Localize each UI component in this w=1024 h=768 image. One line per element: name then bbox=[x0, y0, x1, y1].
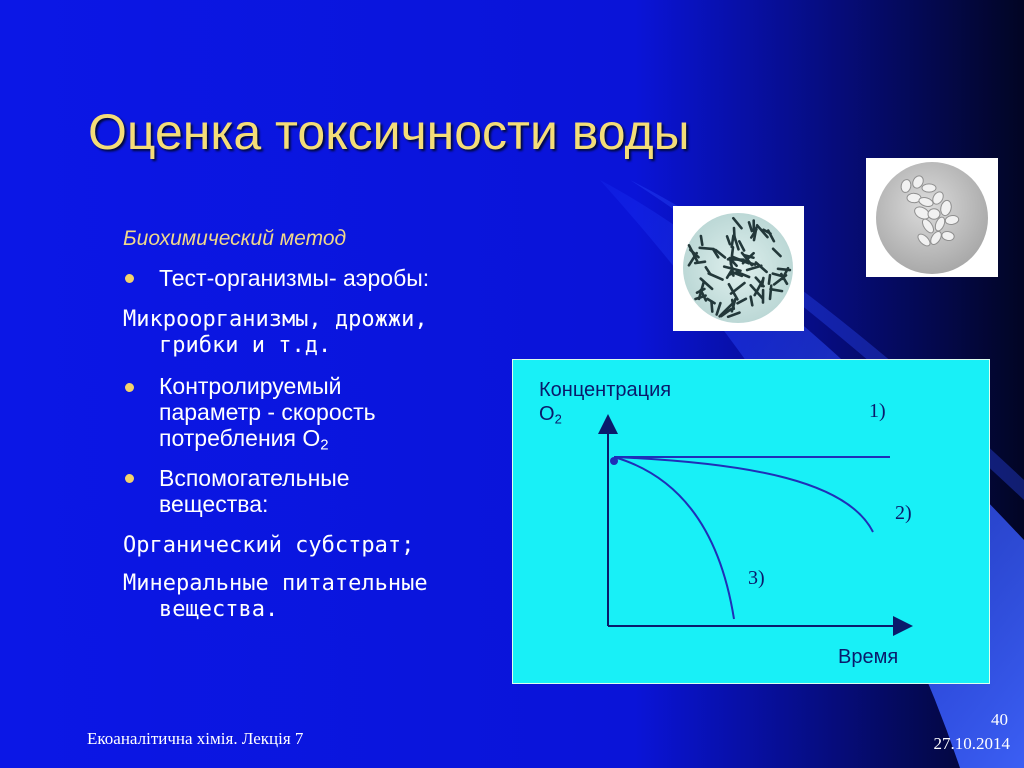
y-axis-label-line-2: $O_2$ bbox=[539, 403, 562, 427]
yeast-micrograph-photo bbox=[866, 158, 998, 277]
bullet-dot-icon bbox=[125, 274, 134, 283]
curve-3 bbox=[614, 457, 734, 619]
bullet-dot-icon bbox=[125, 474, 134, 483]
method-subtitle: Биохимический метод bbox=[123, 227, 347, 250]
mineral-nutrients-line-2: вещества. bbox=[159, 597, 279, 622]
microorganisms-line bbox=[123, 307, 428, 359]
footer-date: 27.10.2014 bbox=[933, 734, 1010, 753]
bacterium-rod bbox=[732, 236, 734, 247]
yeast-cell bbox=[928, 209, 940, 220]
mineral-nutrients-line-1: Минеральные питательные bbox=[123, 571, 428, 596]
bacterium-rod bbox=[778, 269, 790, 270]
yeast-cell bbox=[922, 184, 936, 192]
bullet-test-organisms: Тест-организмы- аэробы: bbox=[159, 265, 430, 291]
bullet-controlled-line-3: потребления $О_2$ bbox=[159, 425, 329, 454]
bullet-controlled-parameter bbox=[159, 373, 376, 459]
curve-2-label: 2) bbox=[895, 502, 912, 524]
bacterium-rod bbox=[734, 228, 735, 239]
bacterium-rod bbox=[732, 300, 734, 309]
bullet-controlled-line-1: Контролируемый bbox=[159, 373, 342, 399]
organic-substrate-line: Органический субстрат; bbox=[123, 533, 415, 558]
microorganisms-line-1: Микроорганизмы, дрожжи, bbox=[123, 307, 428, 332]
bacterium-rod bbox=[769, 275, 770, 284]
bullet-auxiliary-line-2: вещества: bbox=[159, 491, 269, 517]
bacterium-rod bbox=[751, 297, 753, 306]
bacterium-rod bbox=[770, 286, 771, 299]
x-axis-label: Время bbox=[838, 646, 899, 668]
bacterium-rod bbox=[700, 248, 714, 249]
start-point bbox=[610, 457, 618, 465]
microorganisms-line-2: грибки и т.д. bbox=[159, 333, 332, 358]
curve-3-label: 3) bbox=[748, 567, 765, 589]
y-axis-label bbox=[539, 378, 671, 431]
slide-title: Оценка токсичности воды bbox=[88, 104, 690, 160]
y-axis-label-line-1: Концентрация bbox=[539, 379, 672, 401]
bullet-controlled-line-2: параметр - скорость bbox=[159, 399, 376, 425]
oxygen-consumption-diagram bbox=[512, 359, 990, 684]
curve-2 bbox=[614, 457, 873, 532]
mineral-nutrients-line bbox=[123, 571, 428, 623]
bacterium-rod bbox=[701, 236, 702, 245]
bacteria-micrograph-photo bbox=[673, 206, 804, 331]
bullet-dot-icon bbox=[125, 383, 134, 392]
curve-1-label: 1) bbox=[869, 400, 886, 422]
bullet-auxiliary-substances bbox=[159, 465, 350, 517]
bullet-auxiliary-line-1: Вспомогательные bbox=[159, 465, 350, 491]
footer-course-name: Екоаналітична хімія. Лекція 7 bbox=[87, 729, 304, 748]
page-number: 40 bbox=[991, 710, 1008, 729]
